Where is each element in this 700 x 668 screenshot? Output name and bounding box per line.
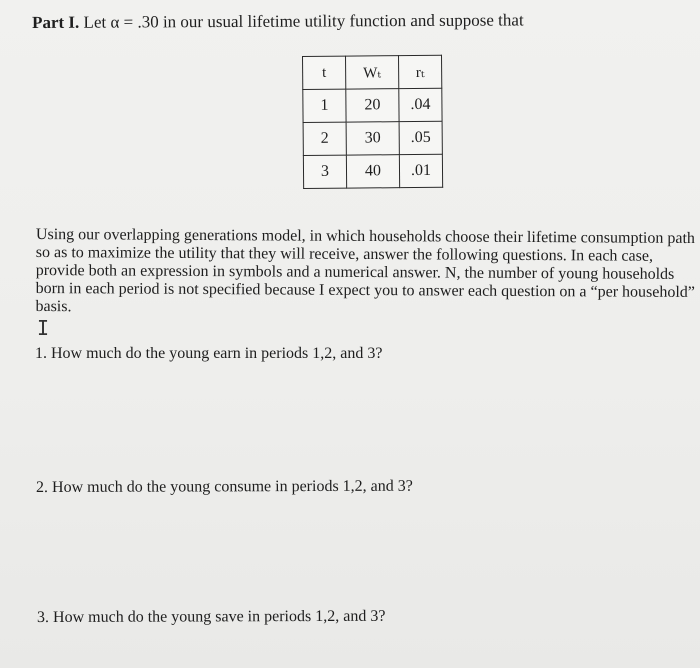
instructions-paragraph: Using our overlapping generations model, in which households choose their lifetime consumption path so as to maximize the utility that they will receive, answer the following questions. In each case, provide both an expression in symbols and a numerical answer. N, the number of young households born in each period is not specified because I expect you to answer each question on a “per household” basis.: [35, 226, 695, 316]
cell-w: 40: [346, 155, 399, 188]
cell-r: .01: [399, 154, 442, 187]
cell-t: 3: [303, 155, 346, 188]
cell-t: 1: [303, 89, 346, 122]
header-w: Wₜ: [346, 56, 399, 89]
header-t: t: [303, 56, 346, 89]
question-3: 3. How much do the young save in periods 1,2, and 3?: [37, 607, 386, 626]
table-header-row: [303, 55, 442, 89]
question-2: 2. How much do the young consume in periods 1,2, and 3?: [36, 477, 413, 496]
part-heading: [32, 8, 524, 35]
header-r: rₜ: [399, 55, 442, 88]
wage-rate-table: [302, 55, 443, 189]
table-row: [303, 154, 442, 188]
cell-r: .05: [399, 121, 442, 154]
table-row: [303, 88, 442, 122]
cell-t: 2: [303, 122, 346, 155]
heading-text: Let α = .30 in our usual lifetime utility function and suppose that: [79, 10, 524, 32]
cell-w: 20: [346, 89, 399, 122]
question-1: 1. How much do the young earn in periods 1,2, and 3?: [35, 345, 383, 362]
cell-w: 30: [346, 122, 399, 155]
cell-r: .04: [399, 88, 442, 121]
table-row: [303, 121, 442, 155]
text-cursor-icon: I: [37, 316, 50, 340]
part-label: Part I.: [32, 12, 80, 32]
